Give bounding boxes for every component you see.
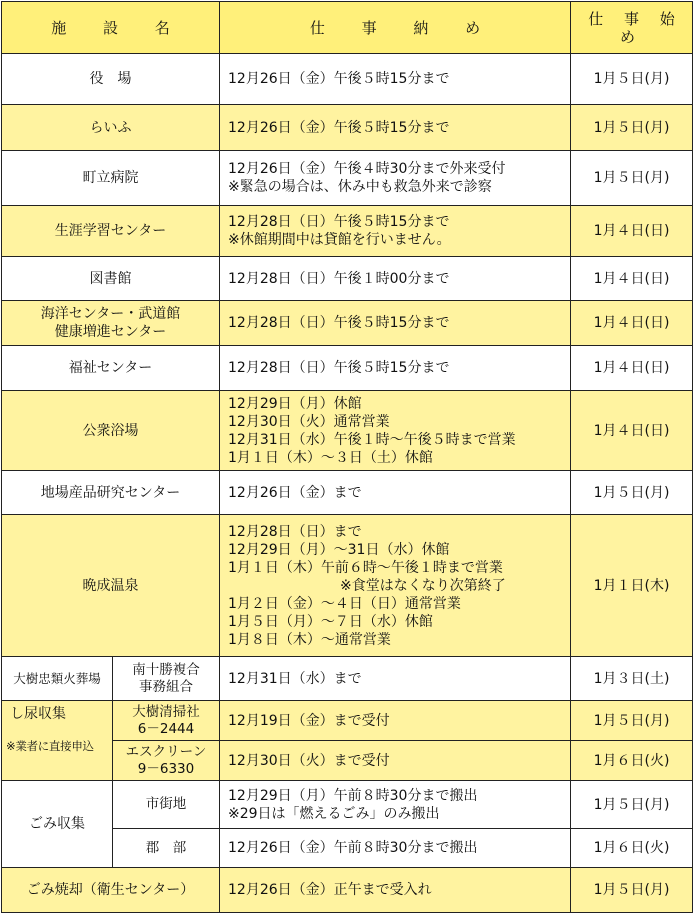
facility-sub: 市街地 — [113, 781, 220, 829]
group-shinyo-label: し尿収集 — [10, 706, 66, 722]
table-row — [2, 206, 693, 257]
open-date: 1月５日(月) — [571, 105, 693, 151]
open-date: 1月４日(日) — [571, 257, 693, 301]
open-date: 1月５日(月) — [571, 471, 693, 515]
table-row — [2, 868, 693, 913]
open-date: 1月６日(火) — [571, 829, 693, 868]
facility-name: 町立病院 — [2, 151, 220, 206]
header-facility: 施 設 名 — [2, 2, 220, 54]
table-row — [2, 105, 693, 151]
facility-name: らいふ — [2, 105, 220, 151]
open-date: 1月５日(月) — [571, 701, 693, 741]
group-shinyo-note: ※業者に直接申込 — [6, 739, 94, 753]
facility-name: 大樹忠類火葬場 — [2, 657, 113, 701]
table-row — [2, 657, 693, 701]
open-date: 1月３日(土) — [571, 657, 693, 701]
close-info: 12月28日（日）午後５時15分まで — [220, 346, 571, 391]
facility-sub: 郡 部 — [113, 829, 220, 868]
close-info: 12月28日（日）まで 12月29日（月）～31日（水）休館 1月１日（木）午前６時～午後１時まで営業 ※食堂はなくなり次第終了 1月２日（金）～４日（日）通常営業 1月５日（月）～７日（水）休館 1月８日（木）～通常営業 — [220, 515, 571, 657]
facility-name: 公衆浴場 — [2, 391, 220, 471]
open-date: 1月６日(火) — [571, 741, 693, 781]
table-row — [2, 515, 693, 657]
open-date: 1月５日(月) — [571, 868, 693, 913]
table-row — [2, 54, 693, 105]
facility-name: 役 場 — [2, 54, 220, 105]
close-info: 12月26日（金）まで — [220, 471, 571, 515]
close-info: 12月31日（水）まで — [220, 657, 571, 701]
open-date: 1月４日(日) — [571, 391, 693, 471]
open-date: 1月４日(日) — [571, 206, 693, 257]
table-row — [2, 257, 693, 301]
header-row — [2, 2, 693, 54]
facility-name: 晩成温泉 — [2, 515, 220, 657]
close-info: 12月28日（日）午後５時15分まで — [220, 301, 571, 346]
facility-sub: 大樹清掃社 6－2444 — [113, 701, 220, 741]
close-info: 12月26日（金）午後５時15分まで — [220, 105, 571, 151]
open-date: 1月５日(月) — [571, 151, 693, 206]
facility-name: 図書館 — [2, 257, 220, 301]
table-row — [2, 471, 693, 515]
facility-sub: 南十勝複合 事務組合 — [113, 657, 220, 701]
open-date: 1月５日(月) — [571, 54, 693, 105]
close-info: 12月29日（月）午前８時30分まで搬出 ※29日は「燃えるごみ」のみ搬出 — [220, 781, 571, 829]
table-row — [2, 346, 693, 391]
facility-name: 海洋センター・武道館 健康増進センター — [2, 301, 220, 346]
facility-name: 地場産品研究センター — [2, 471, 220, 515]
facility-name: ごみ焼却（衛生センター） — [2, 868, 220, 913]
header-open: 仕 事 始 め — [571, 2, 693, 54]
open-date: 1月１日(木) — [571, 515, 693, 657]
table-row — [2, 781, 693, 829]
close-info: 12月26日（金）午後５時15分まで — [220, 54, 571, 105]
group-gomi: ごみ収集 — [2, 781, 113, 868]
header-close: 仕 事 納 め — [220, 2, 571, 54]
open-date: 1月４日(日) — [571, 346, 693, 391]
table-row — [2, 391, 693, 471]
close-info: 12月29日（月）休館 12月30日（火）通常営業 12月31日（水）午後１時～午後５時まで営業 1月１日（木）～３日（土）休館 — [220, 391, 571, 471]
close-info: 12月26日（金）午後４時30分まで外来受付 ※緊急の場合は、休み中も救急外来で診察 — [220, 151, 571, 206]
close-info: 12月28日（日）午後５時15分まで ※休館期間中は貸館を行いません。 — [220, 206, 571, 257]
close-info: 12月19日（金）まで受付 — [220, 701, 571, 741]
close-info: 12月28日（日）午後１時00分まで — [220, 257, 571, 301]
facility-name: 生涯学習センター — [2, 206, 220, 257]
facility-sub: エスクリーン 9－6330 — [113, 741, 220, 781]
table-row — [2, 301, 693, 346]
open-date: 1月５日(月) — [571, 781, 693, 829]
group-shinyo — [2, 701, 113, 781]
close-info: 12月26日（金）正午まで受入れ — [220, 868, 571, 913]
facility-name: 福祉センター — [2, 346, 220, 391]
close-info: 12月26日（金）午前８時30分まで搬出 — [220, 829, 571, 868]
schedule-table — [1, 1, 693, 913]
table-row — [2, 701, 693, 741]
close-info: 12月30日（火）まで受付 — [220, 741, 571, 781]
open-date: 1月４日(日) — [571, 301, 693, 346]
table-row — [2, 151, 693, 206]
